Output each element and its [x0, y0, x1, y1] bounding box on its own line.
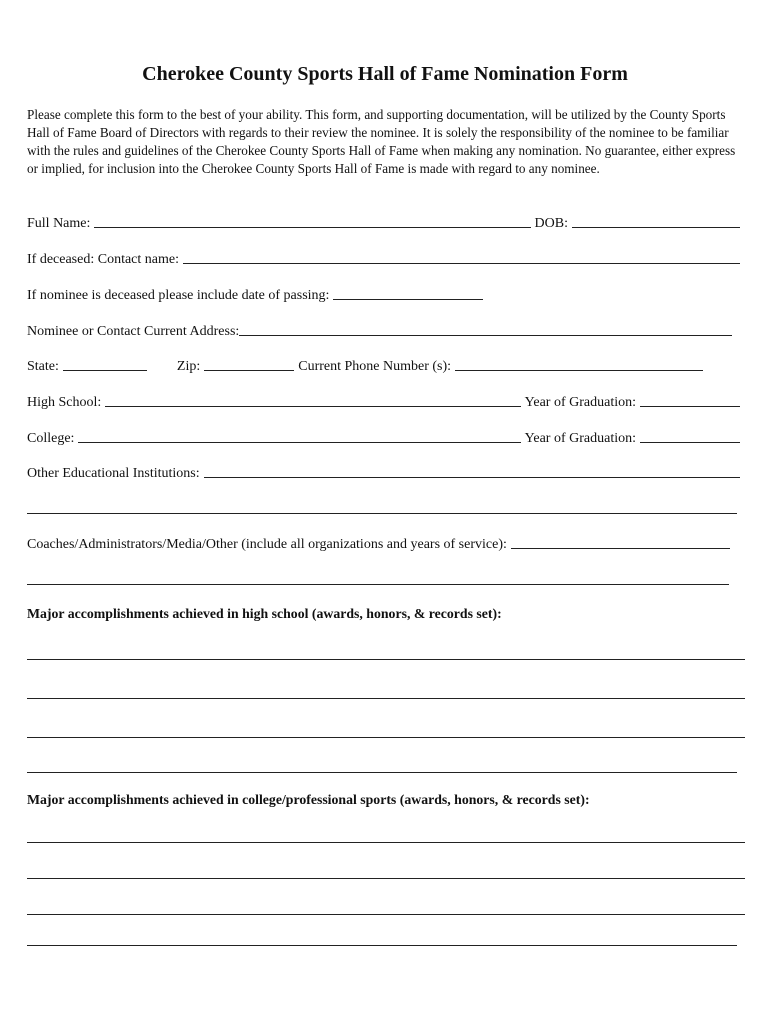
college-accomplishments-line-3[interactable]	[27, 914, 745, 915]
coaches-label: Coaches/Administrators/Media/Other (include all organizations and years of service):	[27, 537, 507, 552]
other-institutions-label: Other Educational Institutions:	[27, 466, 200, 481]
coaches-field[interactable]	[511, 547, 730, 549]
zip-field[interactable]	[204, 369, 294, 371]
hs-accomplishments-line-3[interactable]	[27, 737, 745, 738]
full-name-label: Full Name:	[27, 216, 91, 231]
zip-label: Zip:	[176, 359, 201, 374]
college-accomplishments-line-4[interactable]	[27, 945, 737, 946]
state-label: State:	[27, 359, 59, 374]
deceased-contact-field[interactable]	[183, 262, 740, 264]
college-accomplishments-line-1[interactable]	[27, 842, 745, 843]
other-institutions-row	[27, 462, 740, 482]
other-institutions-line-2[interactable]	[27, 513, 737, 514]
page-title: Cherokee County Sports Hall of Fame Nomination Form	[142, 63, 628, 85]
deceased-contact-label: If deceased: Contact name:	[27, 252, 179, 267]
hs-grad-year-field[interactable]	[640, 405, 740, 407]
college-grad-year-label: Year of Graduation:	[524, 431, 636, 446]
hs-accomplishments-line-2[interactable]	[27, 698, 745, 699]
high-school-field[interactable]	[105, 405, 520, 407]
college-grad-year-field[interactable]	[640, 441, 740, 443]
hs-accomplishments-line-4[interactable]	[27, 772, 737, 773]
full-name-row	[27, 212, 740, 232]
hs-grad-year-label: Year of Graduation:	[524, 395, 636, 410]
deceased-contact-row	[27, 248, 740, 268]
date-of-passing-field[interactable]	[333, 298, 483, 300]
dob-label: DOB:	[534, 216, 568, 231]
phone-field[interactable]	[455, 369, 703, 371]
college-accomplishments-line-2[interactable]	[27, 878, 745, 879]
college-label: College:	[27, 431, 75, 446]
coaches-row	[27, 533, 730, 553]
address-row	[27, 320, 732, 340]
state-zip-phone-row	[27, 355, 740, 375]
high-school-label: High School:	[27, 395, 102, 410]
college-field[interactable]	[78, 441, 520, 443]
date-of-passing-label: If nominee is deceased please include date of passing:	[27, 288, 330, 303]
address-field[interactable]	[239, 334, 732, 336]
high-school-row	[27, 391, 740, 411]
dob-field[interactable]	[572, 226, 740, 228]
intro-paragraph: Please complete this form to the best of your ability. This form, and supporting documentation, will be utilized by the County Sports Hall of Fame Board of Directors with regards to their review the nominee. It is solely the responsibility of the nominee to be familiar with the rules and guidelines of the Cherokee County Sports Hall of Fame when making any nomination. No guarantee, either express or implied, for inclusion into the Cherokee County Sports Hall of Fame is made with regard to any nominee.	[27, 107, 736, 176]
college-row	[27, 427, 740, 447]
college-accomplishments-heading: Major accomplishments achieved in college/professional sports (awards, honors, & records set):	[27, 792, 590, 807]
address-label: Nominee or Contact Current Address:	[27, 324, 240, 339]
state-field[interactable]	[63, 369, 147, 371]
phone-label: Current Phone Number (s):	[298, 359, 452, 374]
date-of-passing-row	[27, 284, 740, 304]
other-institutions-field[interactable]	[204, 476, 740, 478]
hs-accomplishments-line-1[interactable]	[27, 659, 745, 660]
coaches-line-2[interactable]	[27, 584, 729, 585]
high-school-accomplishments-heading: Major accomplishments achieved in high school (awards, honors, & records set):	[27, 606, 502, 621]
full-name-field[interactable]	[94, 226, 530, 228]
